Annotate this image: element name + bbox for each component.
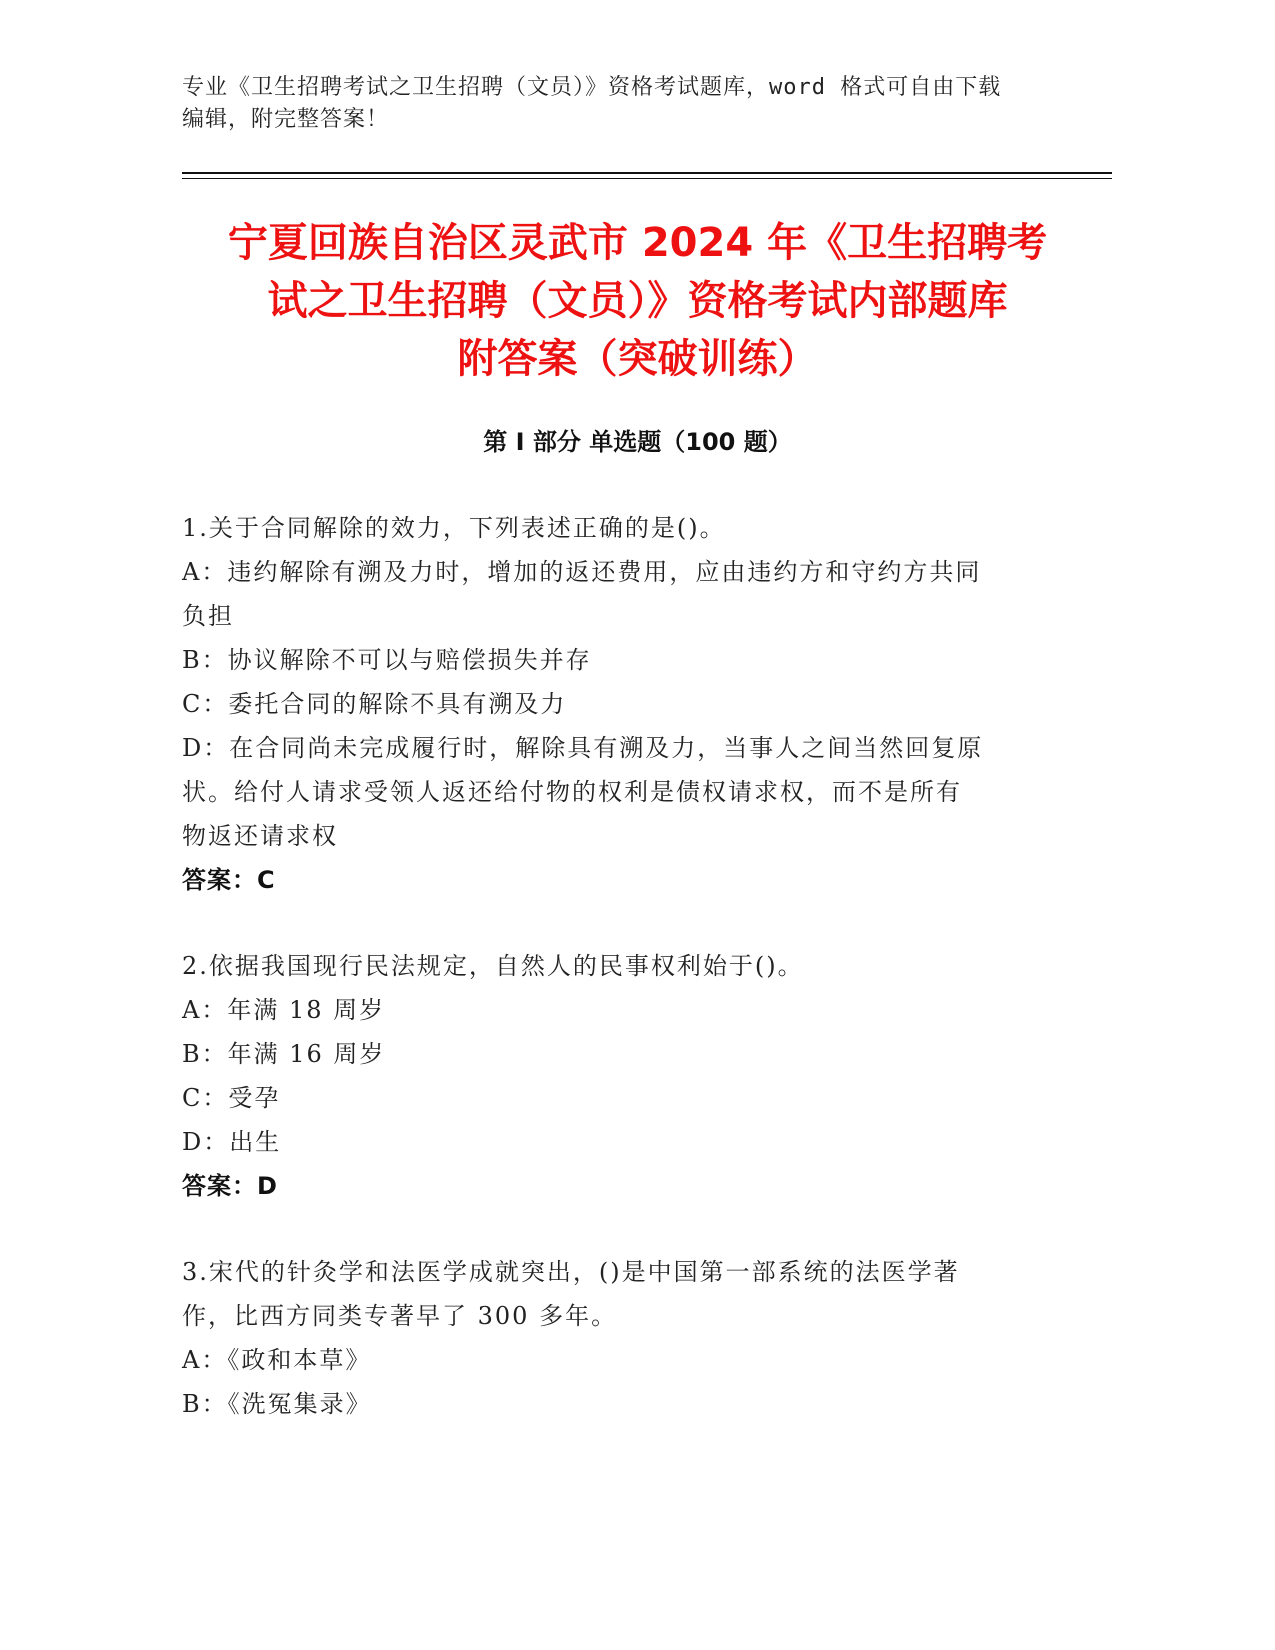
- question-list: [182, 506, 1032, 1426]
- header-divider-thin: [182, 178, 1112, 179]
- question-spacer: [182, 1208, 1032, 1250]
- option-a: A：年满 18 周岁: [182, 996, 386, 1024]
- option-b: B：协议解除不可以与赔偿损失并存: [182, 646, 592, 674]
- option-d-cont: 物返还请求权: [182, 822, 338, 850]
- title-line: 附答案（突破训练）: [457, 336, 818, 382]
- option-b: B：年满 16 周岁: [182, 1040, 386, 1068]
- header-note-line: 专业《卫生招聘考试之卫生招聘（文员）》资格考试题库，word 格式可自由下载: [182, 75, 1002, 100]
- option-c: C：受孕: [182, 1084, 281, 1112]
- option-c: C：委托合同的解除不具有溯及力: [182, 690, 567, 718]
- question-spacer: [182, 902, 1032, 944]
- header-note-line: 编辑，附完整答案！: [182, 107, 390, 132]
- answer-line: 答案：D: [182, 1172, 278, 1200]
- section-heading: 第 I 部分 单选题（100 题）: [483, 428, 792, 456]
- question-item: [182, 944, 1032, 1208]
- option-d: D：在合同尚未完成履行时，解除具有溯及力，当事人之间当然回复原: [182, 734, 984, 762]
- title-line: 宁夏回族自治区灵武市 2024 年《卫生招聘考: [227, 220, 1048, 266]
- answer-line: 答案：C: [182, 866, 276, 894]
- header-divider: [182, 172, 1112, 174]
- option-a: A：违约解除有溯及力时，增加的返还费用，应由违约方和守约方共同: [182, 558, 982, 586]
- question-item: [182, 1250, 1032, 1426]
- question-stem: 2.依据我国现行民法规定，自然人的民事权利始于()。: [182, 952, 804, 980]
- option-a-cont: 负担: [182, 602, 234, 630]
- header-note: [182, 72, 1082, 136]
- option-d-cont: 状。给付人请求受领人返还给付物的权利是债权请求权，而不是所有: [182, 778, 962, 806]
- title-line: 试之卫生招聘（文员）》资格考试内部题库: [267, 278, 1008, 324]
- option-b: B：《洗冤集录》: [182, 1390, 372, 1418]
- option-d: D：出生: [182, 1128, 282, 1156]
- document-title: [160, 214, 1115, 388]
- question-stem: 1.关于合同解除的效力，下列表述正确的是()。: [182, 514, 726, 542]
- question-stem: 3.宋代的针灸学和法医学成就突出，()是中国第一部系统的法医学著: [182, 1258, 960, 1286]
- question-item: [182, 506, 1032, 902]
- option-a: A：《政和本草》: [182, 1346, 372, 1374]
- question-stem-cont: 作，比西方同类专著早了 300 多年。: [182, 1302, 618, 1330]
